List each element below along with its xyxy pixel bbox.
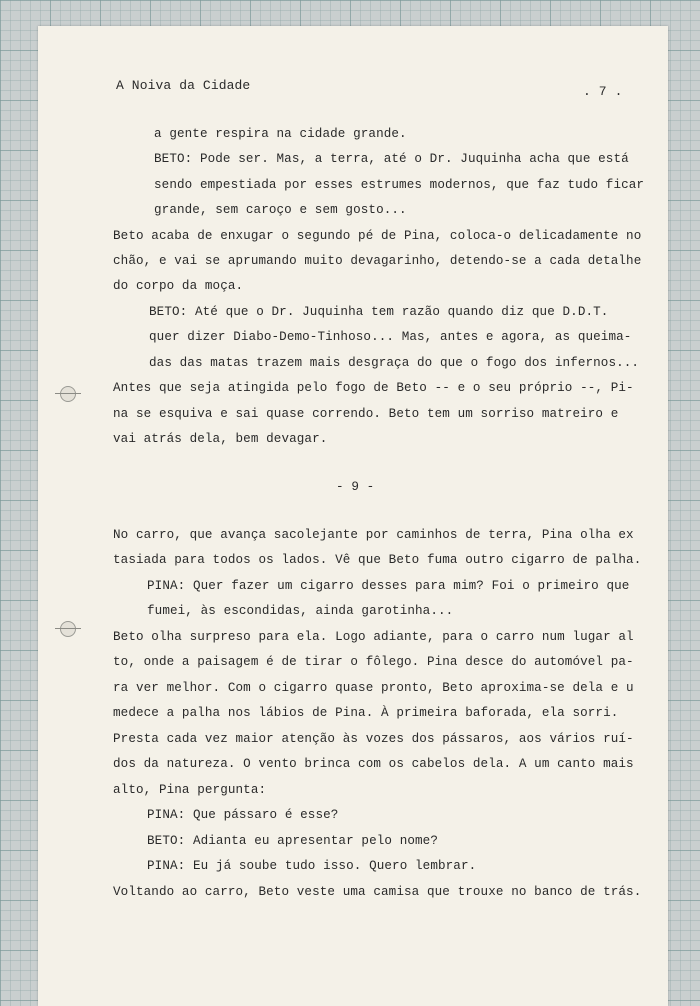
text-line: No carro, que avança sacolejante por caminhos de terra, Pina olha ex [113, 528, 634, 542]
punch-hole [60, 621, 76, 637]
text-line: na se esquiva e sai quase correndo. Beto tem um sorriso matreiro e [113, 407, 619, 421]
dialogue-line: BETO: Pode ser. Mas, a terra, até o Dr. Juquinha acha que está [154, 152, 629, 166]
text-line: to, onde a paisagem é de tirar o fôlego. Pina desce do automóvel pa- [113, 655, 634, 669]
dialogue-line: PINA: Que pássaro é esse? [147, 808, 339, 822]
dialogue-line: BETO: Adianta eu apresentar pelo nome? [147, 834, 438, 848]
text-line: Beto olha surpreso para ela. Logo adiante, para o carro num lugar al [113, 630, 634, 644]
text-line: Antes que seja atingida pelo fogo de Beto -- e o seu próprio --, Pi- [113, 381, 634, 395]
text-line: grande, sem caroço e sem gosto... [154, 203, 407, 217]
dialogue-line: PINA: Quer fazer um cigarro desses para mim? Foi o primeiro que [147, 579, 630, 593]
page-number: . 7 . [583, 84, 623, 99]
text-line: medece a palha nos lábios de Pina. À primeira baforada, ela sorri. [113, 706, 619, 720]
text-line: a gente respira na cidade grande. [154, 127, 407, 141]
text-line: ra ver melhor. Com o cigarro quase pronto, Beto aproxima-se dela e u [113, 681, 634, 695]
dialogue-line: BETO: Até que o Dr. Juquinha tem razão quando diz que D.D.T. [149, 305, 609, 319]
text-line: chão, e vai se aprumando muito devagarinho, detendo-se a cada detalhe [113, 254, 642, 268]
text-line: vai atrás dela, bem devagar. [113, 432, 328, 446]
punch-hole [60, 386, 76, 402]
text-line: Presta cada vez maior atenção às vozes dos pássaros, aos vários ruí- [113, 732, 634, 746]
scene-number: - 9 - [336, 480, 375, 494]
text-line: do corpo da moça. [113, 279, 244, 293]
text-line: dos da natureza. O vento brinca com os cabelos dela. A um canto mais [113, 757, 634, 771]
text-line: Beto acaba de enxugar o segundo pé de Pina, coloca-o delicadamente no [113, 229, 642, 243]
text-line: Voltando ao carro, Beto veste uma camisa que trouxe no banco de trás. [113, 885, 642, 899]
document-title: A Noiva da Cidade [116, 78, 251, 93]
text-line: sendo empestiada por esses estrumes modernos, que faz tudo ficar [154, 178, 645, 192]
document-page [38, 26, 668, 1006]
text-line: fumei, às escondidas, ainda garotinha... [147, 604, 454, 618]
text-line: alto, Pina pergunta: [113, 783, 267, 797]
text-line: das das matas trazem mais desgraça do que o fogo dos infernos... [149, 356, 640, 370]
text-line: tasiada para todos os lados. Vê que Beto fuma outro cigarro de palha. [113, 553, 642, 567]
dialogue-line: PINA: Eu já soube tudo isso. Quero lembrar. [147, 859, 477, 873]
text-line: quer dizer Diabo-Demo-Tinhoso... Mas, antes e agora, as queima- [149, 330, 632, 344]
